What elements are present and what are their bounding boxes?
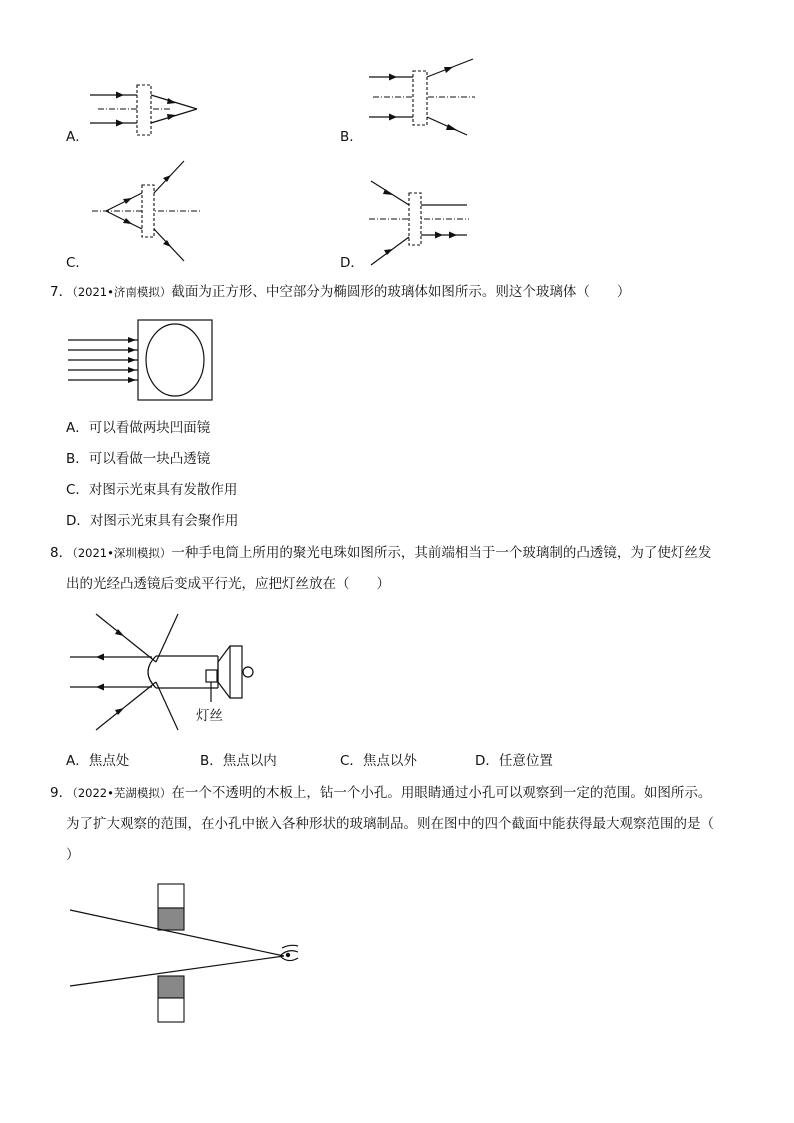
q9-number: 9． xyxy=(50,785,73,801)
q7-option-d: D．对图示光束具有会聚作用 xyxy=(66,513,239,529)
q8-figure xyxy=(66,610,266,739)
q8-option-b: B．焦点以内 xyxy=(200,753,277,769)
q9-source: （2022•芜湖模拟） xyxy=(72,786,172,800)
q8-number: 8． xyxy=(50,545,73,561)
q8-stem-line1 xyxy=(50,543,711,563)
q8-text-line1: 一种手电筒上所用的聚光电珠如图所示，其前端相当于一个玻璃制的凸透镜，为了使灯丝发 xyxy=(171,545,712,561)
q9-stem-line2: 为了扩大观察的范围，在小孔中嵌入各种形状的玻璃制品。则在图中的四个截面中能获得最大观察范围的是（ xyxy=(66,816,714,832)
q7-option-b: B．可以看做一块凸透镜 xyxy=(66,451,211,467)
q7-text: 截面为正方形、中空部分为椭圆形的玻璃体如图所示。则这个玻璃体（ ） xyxy=(171,284,631,300)
q6-option-a-label: A． xyxy=(66,129,89,145)
q7-stem xyxy=(50,282,630,302)
q6-figure-a xyxy=(80,75,210,149)
q8-source: （2021•深圳模拟） xyxy=(72,546,172,560)
q7-source: （2021•济南模拟） xyxy=(72,285,172,299)
q6-figure-c xyxy=(88,157,208,271)
q6-option-c-label: C． xyxy=(66,255,89,271)
q7-option-c: C．对图示光束具有发散作用 xyxy=(66,482,238,498)
q6-option-d-label: D． xyxy=(340,255,364,271)
q6-figure-b xyxy=(365,55,485,144)
q9-stem-line1 xyxy=(50,783,711,803)
q8-option-c: C．焦点以外 xyxy=(340,753,417,769)
q6-figure-d xyxy=(365,175,475,274)
q7-figure xyxy=(68,318,218,407)
q8-option-d: D．任意位置 xyxy=(475,753,553,769)
q9-stem-line3: ） xyxy=(66,847,80,863)
q6-option-b-label: B． xyxy=(340,129,363,145)
q9-text-line1: 在一个不透明的木板上，钻一个小孔。用眼睛通过小孔可以观察到一定的范围。如图所示。 xyxy=(171,785,712,801)
q8-stem-line2: 出的光经凸透镜后变成平行光，应把灯丝放在（ ） xyxy=(66,576,390,592)
q9-figure xyxy=(66,878,306,1032)
q7-number: 7． xyxy=(50,284,73,300)
q8-figure-label: 灯丝 xyxy=(196,708,223,724)
q7-option-a: A．可以看做两块凹面镜 xyxy=(66,420,211,436)
q8-option-a: A．焦点处 xyxy=(66,753,130,769)
